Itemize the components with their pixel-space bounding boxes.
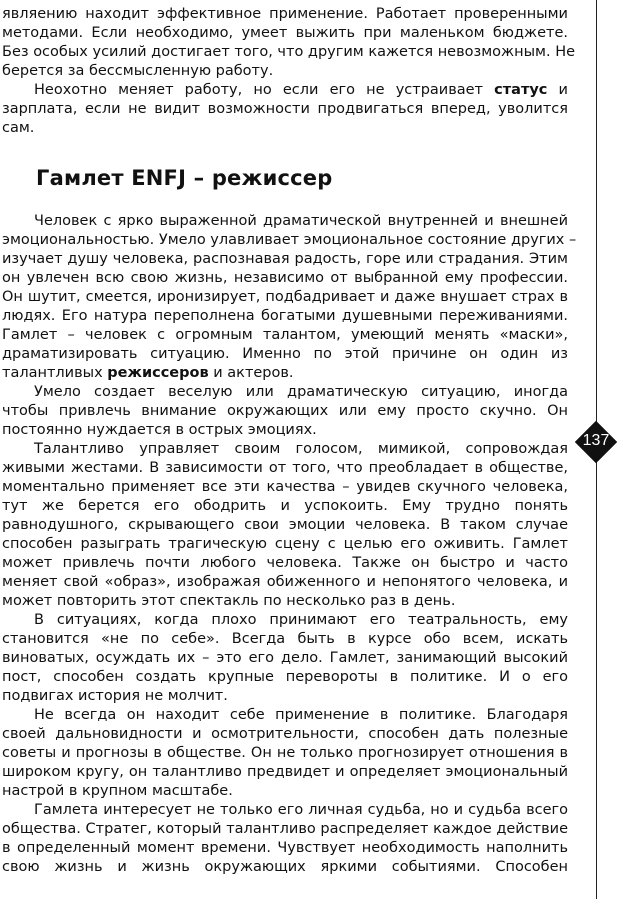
text-line: широком кругу, он талантливо предвидет и определяет эмоциональный	[2, 764, 568, 780]
text-line: чтобы привлечь внимание окружающих или ему просто скучно. Он	[2, 403, 568, 419]
text-line	[2, 81, 568, 100]
page-number: 137	[582, 432, 610, 449]
section-body	[2, 212, 577, 877]
text-line: пост, способен создать крупные перевороты в политике. И о его	[2, 669, 568, 685]
text-line: живыми жестами. В зависимости от того, что преобладает в обществе,	[2, 460, 568, 476]
text-run: и актеров.	[208, 365, 294, 381]
text-line: свою жизнь и жизнь окружающих яркими событиями. Способен	[2, 859, 568, 875]
text-line: методами. Если необходимо, умеет выжить при маленьком бюджете.	[2, 25, 568, 41]
text-line: настрой в крупном масштабе.	[2, 783, 233, 799]
text-line: подвигах история не молчит.	[2, 688, 228, 704]
text-line: Человек с ярко выраженной драматической внутренней и внешней	[34, 213, 568, 229]
text-line: Без особых усилий достигает того, что другим кажется невозможным. Не	[2, 44, 576, 60]
text-line: своей дальновидности и осмотрительности, способен дать полезные	[2, 726, 568, 742]
text-line: В ситуациях, когда плохо принимают его театральность, ему	[34, 612, 568, 628]
text-line: становится «не по себе». Всегда быть в курсе обо всем, искать	[2, 631, 568, 647]
text-line: общества. Стратег, который талантливо распределяет каждое действие	[2, 821, 568, 837]
text-run: и	[547, 82, 568, 98]
text-line: изучает душу человека, распознавая радость, горе или страдания. Этим	[2, 251, 568, 267]
text-line: Гамлет – человек с огромным талантом, умеющий менять «маски»,	[2, 327, 568, 343]
text-line: равнодушного, скрывающего свои эмоции человека. В таком случае	[2, 517, 568, 533]
text-line: способен разыграть трагическую сцену с целью его оживить. Гамлет	[2, 536, 568, 552]
text-line: Он шутит, смеется, иронизирует, подбадривает и даже внушает страх в	[2, 289, 568, 305]
intro-paragraphs	[2, 5, 576, 138]
text-line: тут же берется его ободрить и успокоить. Ему трудно понять	[2, 498, 568, 514]
text-line: Умело создает веселую или драматическую ситуацию, иногда	[34, 384, 568, 400]
text-line: являению находит эффективное применение. Работает проверенными	[2, 6, 568, 22]
text-line: он увлечен всю свою жизнь, независимо от выбранной ему профессии.	[2, 270, 568, 286]
text-line	[2, 364, 568, 383]
page-number-badge	[574, 420, 618, 464]
text-line: Не всегда он находит себе применение в политике. Благодаря	[34, 707, 568, 723]
bold-term: статус	[494, 82, 548, 98]
text-line: советы и прогнозы в обществе. Он не только прогнозирует отношения в	[2, 745, 568, 761]
text-line: виноватых, осуждать их – это его дело. Гамлет, занимающий высокий	[2, 650, 568, 666]
text-line: эмоциональностью. Умело улавливает эмоциональное состояние других –	[2, 232, 577, 248]
text-run: Неохотно меняет работу, но если его не устраивает	[34, 82, 495, 98]
text-line: в определенный момент времени. Чувствует необходимость наполнить	[2, 840, 568, 856]
text-line: сам.	[2, 120, 35, 136]
text-line: зарплата, если не видит возможности продвигаться вперед, уволится	[2, 101, 568, 117]
bold-term: режиссеров	[107, 365, 209, 381]
text-line: Гамлета интересует не только его личная судьба, но и судьба всего	[34, 802, 568, 818]
text-line: моментально применяет все эти качества – увидев скучного человека,	[2, 479, 568, 495]
text-line: драматизировать ситуацию. Именно по этой причине он один из	[2, 346, 568, 362]
section-heading: Гамлет ENFJ – режиссер	[36, 166, 333, 190]
text-line: может повторить этот спектакль по несколько раз в день.	[2, 593, 456, 609]
text-line: постоянно нуждается в острых эмоциях.	[2, 422, 317, 438]
text-line: может привлечь почти любого человека. Также он быстро и часто	[2, 555, 568, 571]
text-run: талантливых	[2, 365, 108, 381]
text-line: Талантливо управляет своим голосом, мимикой, сопровождая	[34, 441, 568, 457]
text-line: меняет свой «образ», изображая обиженного и непонятого человека, и	[2, 574, 568, 590]
text-line: берется за бессмысленную работу.	[2, 63, 274, 79]
text-line: людях. Его натура переполнена богатыми душевными переживаниями.	[2, 308, 568, 324]
